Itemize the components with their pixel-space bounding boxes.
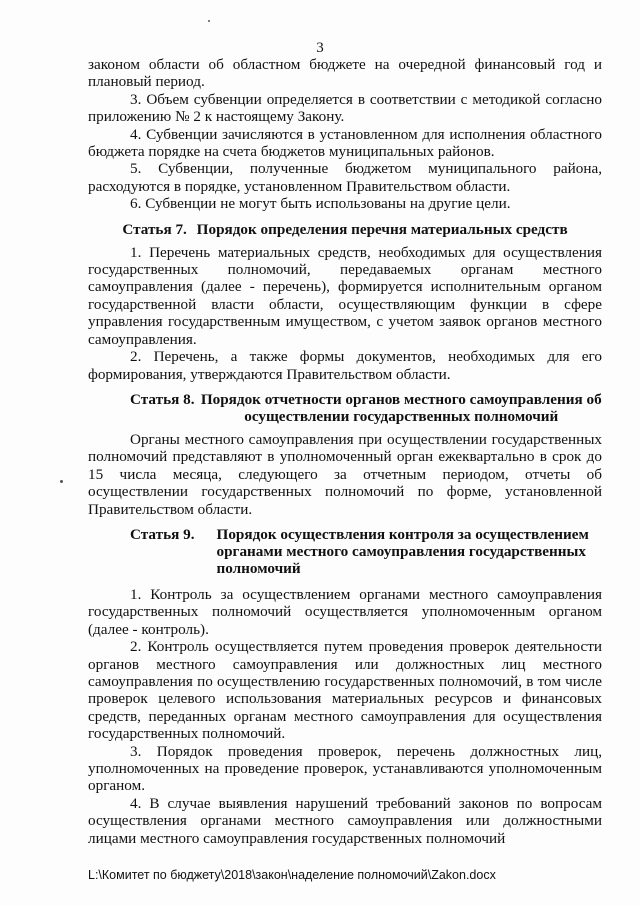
paragraph: 3. Объем субвенции определяется в соответствии с методикой согласно приложению № 2 к настоящему Закону. bbox=[88, 90, 602, 126]
paragraph: 5. Субвенции, полученные бюджетом муниципального района, расходуются в порядке, установленном Правительством области. bbox=[88, 160, 602, 195]
article-7-heading bbox=[88, 221, 602, 238]
paragraph: 1. Перечень материальных средств, необходимых для осуществления государственных полномочий, передаваемых органам местного самоуправления (далее - перечень), формируется исполнительным органом государственной власти области, осуществляющим функции в сфере управления государственным имуществом, с учетом заявок органов местного самоуправления. bbox=[88, 243, 602, 348]
paragraph: Органы местного самоуправления при осуществлении государственных полномочий представляют в уполномоченный орган ежеквартально в срок до 15 числа месяца, следующего за отчетным периодом, отчеты об осуществлении государственных полномочий по форме, установленной Правительством области. bbox=[88, 430, 602, 518]
article-label: Статья 8. bbox=[130, 390, 195, 408]
article-title: Порядок определения перечня материальных средств bbox=[196, 220, 568, 238]
article-title: Порядок осуществления контроля за осуществлением органами местного самоуправления государственных полномочий bbox=[216, 525, 589, 577]
article-title: Порядок отчетности органов местного самоуправления об осуществлении государственных полномочий bbox=[200, 390, 602, 425]
article-label: Статья 7. bbox=[122, 220, 187, 238]
scan-speck bbox=[208, 20, 210, 22]
paragraph: 1. Контроль за осуществлением органами местного самоуправления государственных полномочий осуществляется уполномоченным органом (далее - контроль). bbox=[88, 585, 602, 638]
page-number: 3 bbox=[316, 40, 324, 56]
paragraph: 3. Порядок проведения проверок, перечень должностных лиц, уполномоченных на проведение проверок, устанавливаются уполномоченным органом. bbox=[88, 742, 602, 795]
paragraph: законом области об областном бюджете на очередной финансовый год и плановый период. bbox=[88, 56, 602, 91]
paragraph: 4. Субвенции зачисляются в установленном для исполнения областного бюджета порядке на счета бюджетов муниципальных районов. bbox=[88, 125, 602, 161]
article-8-heading bbox=[88, 391, 602, 425]
footer-file-path: L:\Комитет по бюджету\2018\закон\наделение полномочий\Zakon.docx bbox=[88, 868, 496, 882]
article-9-heading bbox=[88, 526, 602, 577]
scan-speck bbox=[60, 480, 63, 483]
article-label: Статья 9. bbox=[130, 525, 195, 543]
paragraph: 6. Субвенции не могут быть использованы на другие цели. bbox=[130, 195, 511, 213]
paragraph: 2. Перечень, а также формы документов, необходимых для его формирования, утверждаются Правительством области. bbox=[88, 348, 602, 383]
document-body bbox=[88, 56, 602, 847]
paragraph: 2. Контроль осуществляется путем проведения проверок деятельности органов местного самоуправления или должностных лиц местного самоуправления по осуществлению государственных полномочий, в том числе проверок целевого использования материальных ресурсов и финансовых средств, переданных органам местного самоуправления для осуществления государственных полномочий. bbox=[88, 638, 602, 743]
paragraph: 4. В случае выявления нарушений требований законов по вопросам осуществления органами местного самоуправления или должностными лицами местного самоуправления государственных полномочий bbox=[88, 794, 602, 847]
